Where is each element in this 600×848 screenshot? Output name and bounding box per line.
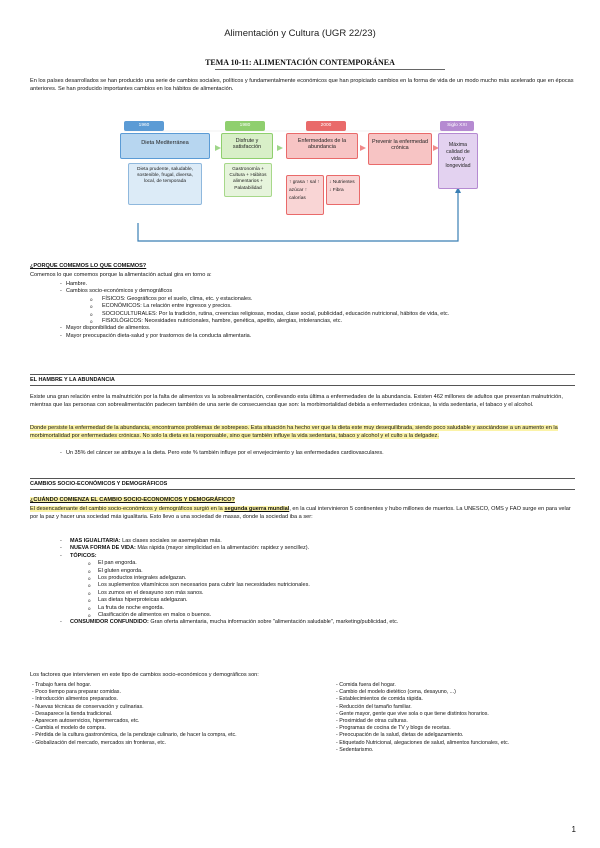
- society-list: [30, 538, 575, 627]
- topic-item: o Los productos integrales adelgazan.: [30, 575, 575, 582]
- sub-list-item: o SOCIOCULTURALES: Por la tradición, rutina, creencias religiosas, modas, clase social, publicidad, educación nutricional, hábitos de vida, etc.: [30, 311, 575, 318]
- factor-item: - Preocupación de la salud, dietas de adelgazamiento.: [336, 732, 464, 739]
- factor-item: - Pérdida de la cultura gastronómica, de la pendizaje culinario, de hacer la compra, etc.: [32, 732, 237, 739]
- sub-list-item: o FISIOLÓGICOS: Necesidades nutricionales, hambre, genética, apetito, alergias, intolerancias, etc.: [30, 318, 575, 325]
- topic-item: o Los zumos en el desayuno son más sanos.: [30, 590, 575, 597]
- timeline-diagram: [118, 113, 478, 253]
- question-heading-2: [30, 497, 575, 505]
- section2-list: [30, 450, 575, 457]
- list-item: - Un 35% del cáncer se atribuye a la dieta. Pero este % también influye por el envejecimiento y las enfermedades cardiovasculares.: [30, 450, 575, 457]
- factor-item: - Cambio del modelo dietético (cena, desayuno, ...): [336, 689, 456, 696]
- increase-box: ↑ grasa ↑ sal ↑ azúcar ↑ calorías: [286, 175, 324, 215]
- list-item: - Mayor disponibilidad de alimentos.: [30, 325, 575, 332]
- item-key: TÓPICOS:: [70, 552, 97, 559]
- factor-item: - Etiquetado Nutricional, alegaciones de salud, alimentos funcionales, etc.: [336, 739, 510, 746]
- item-value: Gran oferta alimentaria, mucha información sobre "alimentación saludable", marketing/publicidad, etc.: [148, 619, 399, 626]
- factor-item: - Poco tiempo para preparar comidas.: [32, 689, 121, 696]
- factor-item: - Nuevas técnicas de conservación y culinarias.: [32, 703, 144, 710]
- title-underline: [215, 69, 445, 70]
- prudent-diet-box: Dieta prudente, saludable, sostenible, frugal, diversa, local, de temporada: [128, 163, 202, 205]
- factor-item: - Establecimientos de comida rápida.: [336, 696, 423, 703]
- abundance-diseases-box: Enfermedades de la abundancia: [286, 133, 358, 159]
- section-heading-changes: CAMBIOS SOCIO-ECONÓMICOS Y DEMOGRÁFICOS: [30, 478, 575, 490]
- hunger-paragraph-1: Existe una gran relación entre la malnutrición por la falta de alimentos vs la sobrealimentación, conllevando esta última a enfermedades de la abundancia. Existen 462 millones de adultos que presentan malnutrición, mientras que las personas con sobrealimentación padecen también de una serie de consecuencias que son: la morbimortalidad debida a enfermedades crónicas, la vida sedentaria, el tabaco y el alcohol.: [30, 394, 563, 408]
- year-1980-badge: 1980: [225, 121, 265, 131]
- factor-item: - Reducción del tamaño familiar.: [336, 703, 412, 710]
- topic-item: o Los suplementos vitamínicos son necesarios para cubrir las necesidades nutricionales.: [30, 582, 575, 589]
- sub-list-item: o FÍSICOS: Geográficos por el suelo, clima, etc. y estacionales.: [30, 296, 575, 303]
- item-value: Las clases sociales se asemejaban más.: [120, 538, 222, 544]
- section1-intro: Comemos lo que comemos porque la alimentación actual gira en torno a:: [30, 272, 212, 278]
- changes-paragraph: [30, 506, 575, 521]
- section1-list: [30, 281, 575, 340]
- mediterranean-diet-box: Dieta Mediterránea: [120, 133, 210, 159]
- list-item: [30, 619, 575, 626]
- topic-item: o El gluten engorda.: [30, 568, 575, 575]
- page-title: TEMA 10-11: ALIMENTACIÓN CONTEMPORÁNEA: [205, 58, 395, 67]
- list-item: - Mayor preocupación dieta-salud y por trastornos de la conducta alimentaria.: [30, 333, 575, 340]
- enjoyment-box: Disfrute y satisfacción: [221, 133, 273, 159]
- topic-item: o El pan engorda.: [30, 560, 575, 567]
- factors-intro: Los factores que intervienen en este tipo de cambios socio-económicos y demográficos son:: [30, 672, 259, 678]
- factors-right-column: [336, 682, 581, 754]
- factor-item: - Programas de cocina de TV y blogs de recetas.: [336, 725, 451, 732]
- decrease-box: ↓ Nutrientes ↓ Fibra: [326, 175, 360, 205]
- factors-left-column: [32, 682, 312, 747]
- list-item: - Cambios socio-económicos y demográficos: [30, 288, 575, 295]
- running-header: Alimentación y Cultura (UGR 22/23): [224, 28, 376, 39]
- list-item: [30, 553, 575, 560]
- year-1960-badge: 1960: [124, 121, 164, 131]
- highlighted-text: El desencadenante del cambio socio-económicos y demográficos surgió en la: [30, 506, 225, 512]
- highlighted-text: Donde persiste la enfermedad de la abundancia, encontramos problemas de sobrepeso. Esta situación ha hecho ver que la dieta este muy desequilibrada, siendo poco saludable y asociándose a un aumento en la morbimortalidad por enfermedades crónicas. No solo la dieta es la responsable, sino que también influye la vida sedentaria, tabaco y alcohol y el culto a la delgadez.: [30, 425, 558, 439]
- year-2000-badge: 2000: [306, 121, 346, 131]
- quality-of-life-box: Máxima calidad de vida y longevidad: [438, 133, 478, 189]
- item-key: MAS IGUALITARIA:: [70, 538, 121, 544]
- topic-item: o La fruta de noche engorda.: [30, 605, 575, 612]
- factor-item: - Trabajo fuera del hogar.: [32, 682, 92, 688]
- sub-list-item: o ECONÓMICOS: La relación entre ingresos y precios.: [30, 303, 575, 310]
- factor-item: - Sedentarismo.: [336, 746, 374, 753]
- factor-item: - Gente mayor, gente que vive sola o que tiene distintos horarios.: [336, 710, 489, 717]
- intro-paragraph: En los países desarrollados se han producido una serie de cambios sociales, políticos y fundamentalmente económicos que han propiciado cambios en la forma de vida de un modo mucho más acelerado que en épocas anteriores. Se han producido importantes cambios en los hábitos de alimentación.: [30, 78, 574, 92]
- factor-item: - Desaparece la tienda tradicional.: [32, 710, 113, 717]
- topic-item: o Clasificación de alimentos en malos o buenos.: [30, 612, 575, 619]
- item-key: CONSUMIDOR CONFUNDIDO:: [70, 619, 149, 626]
- factor-item: - Globalización del mercado, mercados sin fronteras, etc.: [32, 739, 166, 746]
- gastronomy-box: Gastronomía + Cultura + Hábitos alimentarios + Palatabilidad: [224, 163, 272, 197]
- highlighted-question: ¿CUÁNDO COMIENZA EL CAMBIO SOCIO-ECONOMICOS Y DEMOGRÁFICO?: [30, 497, 235, 503]
- factor-item: - Cambia el modelo de compra.: [32, 725, 106, 732]
- item-value: Más rápida (mayor simplicidad en la alimentación: rapidez y sencillez).: [135, 545, 310, 552]
- factor-item: - Introducción alimentos preparados.: [32, 696, 118, 703]
- factor-item: - Comida fuera del hogar.: [336, 682, 396, 688]
- hunger-paragraph-2: [30, 425, 575, 440]
- year-xxi-badge: Siglo XXI: [440, 121, 474, 131]
- topic-item: o Las dietas hiperproteicas adelgazan.: [30, 597, 575, 604]
- paragraph-text: , en la cual intervinieron 5 continentes y hubo millones de muertos. La UNESCO, OMS y FAO surge en para velar por la paz y hacer una sociedad más igualitaria. Esto llevo a una sociedad de masas, donde la sociedad iba a ser:: [30, 506, 571, 520]
- list-item: - Hambre.: [30, 281, 575, 288]
- factor-item: - Proximidad de otras culturas.: [336, 718, 408, 725]
- page-number: 1: [571, 825, 576, 834]
- highlighted-keyword: segunda guerra mundial: [224, 506, 290, 512]
- section-heading-hunger: EL HAMBRE Y LA ABUNDANCIA: [30, 374, 575, 386]
- list-item: [30, 545, 575, 552]
- prevent-chronic-box: Prevenir la enfermedad crónica: [368, 133, 432, 165]
- question-heading-1: ¿PORQUE COMEMOS LO QUE COMEMOS?: [30, 263, 147, 269]
- list-item: [30, 538, 575, 545]
- factor-item: - Aparecen autoservicios, hipermercados, etc.: [32, 718, 140, 725]
- item-key: NUEVA FORMA DE VIDA:: [70, 545, 136, 552]
